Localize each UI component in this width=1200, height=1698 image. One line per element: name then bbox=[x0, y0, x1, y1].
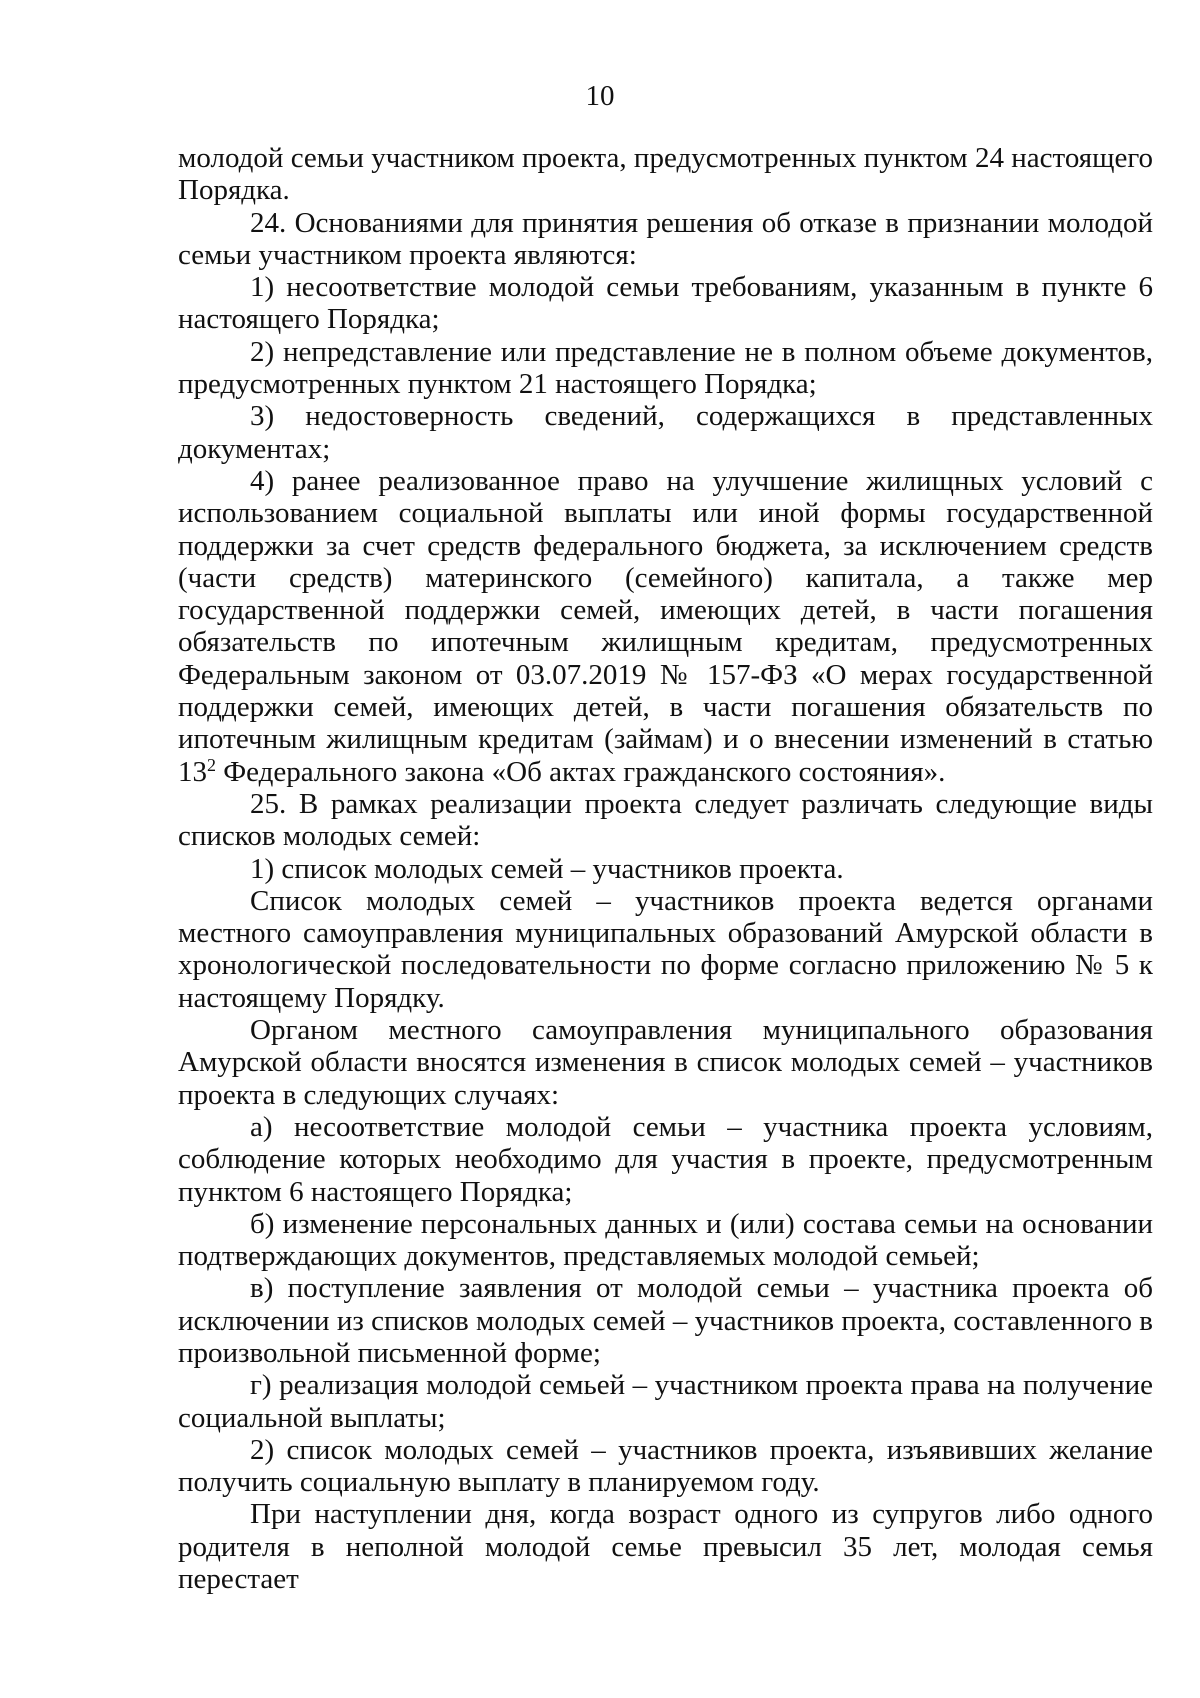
paragraph-24-item-4: 4) ранее реализованное право на улучшение жилищных условий с использованием социальной выплаты или иной формы государственной поддержки за счет средств федерального бюджета, за исключением средств (части средств) материнского (семейного) капитала, а также мер государственной поддержки семей, имеющих детей, в части погашения обязательств по ипотечным жилищным кредитам, предусмотренных Федеральным законом от 03.07.2019 № 157-ФЗ «О мерах государственной поддержки семей, имеющих детей, в части погашения обязательств по ипотечным жилищным кредитам (займам) и о внесении изменений в статью $13^2$ Федерального закона «Об актах гражданского состояния». bbox=[178, 464, 1153, 788]
page-number: 10 bbox=[585, 80, 615, 112]
paragraph-list-changes: Органом местного самоуправления муниципального образования Амурской области вносятся изменения в список молодых семей – участников проекта в следующих случаях: bbox=[178, 1014, 1153, 1111]
paragraph-case-b: б) изменение персональных данных и (или) состава семьи на основании подтверждающих документов, представляемых молодой семьей; bbox=[178, 1207, 1153, 1273]
paragraph-age-limit: При наступлении дня, когда возраст одного из супругов либо одного родителя в неполной молодой семье превысил 35 лет, молодая семья перестает bbox=[178, 1498, 1153, 1596]
paragraph-24: 24. Основаниями для принятия решения об отказе в признании молодой семьи участником проекта являются: bbox=[178, 206, 1153, 271]
paragraph-24-item-1: 1) несоответствие молодой семьи требованиям, указанным в пункте 6 настоящего Порядка; bbox=[178, 271, 1153, 336]
superscript-2: 2 bbox=[207, 754, 216, 775]
paragraph-24-item-3: 3) недостоверность сведений, содержащихся в представленных документах; bbox=[178, 400, 1153, 465]
paragraph-25-item-1: 1) список молодых семей – участников проекта. bbox=[250, 852, 844, 885]
paragraph-list-maintenance: Список молодых семей – участников проекта ведется органами местного самоуправления муниципальных образований Амурской области в хронологической последовательности по форме согласно приложению № 5 к настоящему Порядку. bbox=[178, 884, 1153, 1014]
paragraph-continuation: молодой семьи участником проекта, предусмотренных пунктом 24 настоящего Порядка. bbox=[178, 142, 1153, 207]
paragraph-case-g: г) реализация молодой семьей – участником проекта права на получение социальной выплаты; bbox=[178, 1369, 1153, 1434]
paragraph-25-item-2: 2) список молодых семей – участников проекта, изъявивших желание получить социальную выплату в планируемом году. bbox=[178, 1433, 1153, 1499]
paragraph-24-item-2: 2) непредставление или представление не в полном объеме документов, предусмотренных пунктом 21 настоящего Порядка; bbox=[178, 335, 1153, 401]
paragraph-25: 25. В рамках реализации проекта следует различать следующие виды списков молодых семей: bbox=[178, 787, 1153, 853]
paragraph-case-a: а) несоответствие молодой семьи – участника проекта условиям, соблюдение которых необходимо для участия в проекте, предусмотренным пунктом 6 настоящего Порядка; bbox=[178, 1110, 1153, 1208]
document-body bbox=[178, 142, 1153, 1595]
paragraph-case-v: в) поступление заявления от молодой семьи – участника проекта об исключении из списков молодых семей – участников проекта, составленного в произвольной письменной форме; bbox=[178, 1272, 1153, 1369]
